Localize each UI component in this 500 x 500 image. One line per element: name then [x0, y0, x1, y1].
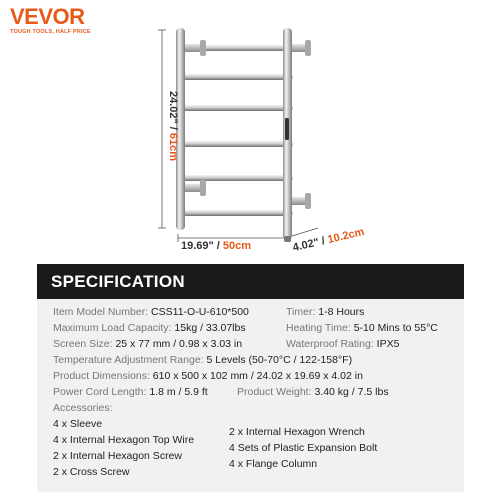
accessory-item: 2 x Cross Screw [53, 466, 130, 478]
specification-title: SPECIFICATION [51, 272, 185, 291]
accessory-item: 2 x Internal Hexagon Screw [53, 450, 182, 462]
spec-row-screen: Screen Size: 25 x 77 mm / 0.98 x 3.03 in [53, 338, 243, 350]
brand-name: VEVOR [10, 4, 85, 29]
spec-row-timer: Timer: 1-8 Hours [286, 306, 365, 318]
spec-row-model: Item Model Number: CSS11-O-U-610*500 [53, 306, 249, 318]
spec-row-load: Maximum Load Capacity: 15kg / 33.07lbs [53, 322, 246, 334]
accessory-item: 4 x Internal Hexagon Top Wire [53, 434, 195, 446]
accessory-item: 4 x Sleeve [53, 418, 103, 430]
spec-row-dimensions: Product Dimensions: 610 x 500 x 102 mm / 24.02 x 19.69 x 4.02 in [53, 370, 363, 382]
spec-row-weight: Product Weight: 3.40 kg / 7.5 lbs [237, 386, 389, 398]
spec-row-waterproof: Waterproof Rating: IPX5 [286, 338, 400, 350]
accessory-item: 2 x Internal Hexagon Wrench [229, 426, 365, 438]
width-dimension-label: 19.69" / 50cm [181, 240, 252, 252]
specification-panel [37, 264, 464, 492]
spec-row-temperature: Temperature Adjustment Range: 5 Levels (50-70°C / 122-158°F) [53, 354, 353, 366]
accessories-label: Accessories: [53, 402, 113, 414]
accessory-item: 4 Sets of Plastic Expansion Bolt [229, 442, 378, 454]
spec-row-cord: Power Cord Length: 1.8 m / 5.9 ft [53, 386, 208, 398]
accessory-item: 4 x Flange Column [229, 458, 318, 470]
power-switch [285, 118, 289, 140]
brand-tagline: TOUGH TOOLS, HALF PRICE [10, 29, 91, 35]
spec-row-heating: Heating Time: 5-10 Mins to 55°C [286, 322, 438, 334]
height-dimension-label: 24.02" / 61cm [167, 90, 180, 162]
specification-header [37, 264, 464, 299]
depth-dimension-label: 4.02" / 10.2cm [291, 225, 366, 255]
